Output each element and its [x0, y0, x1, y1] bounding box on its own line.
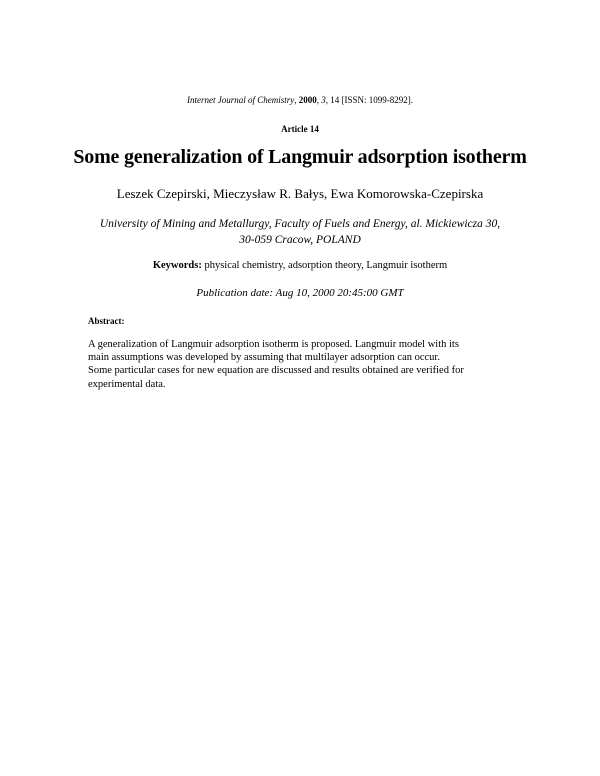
journal-name: Internet Journal of Chemistry	[187, 95, 295, 105]
abstract-line: experimental data.	[88, 378, 166, 390]
affiliation-line-2: 30-059 Cracow, POLAND	[239, 234, 361, 246]
affiliation-line-1: University of Mining and Metallurgy, Faculty of Fuels and Energy, al. Mickiewicza 30,	[99, 218, 501, 230]
abstract-heading: Abstract:	[88, 316, 125, 326]
journal-citation	[0, 95, 600, 105]
abstract-body	[88, 338, 508, 391]
abstract-line: Some particular cases for new equation are discussed and results obtained are verified for	[88, 365, 464, 377]
affiliation	[0, 216, 600, 248]
keywords	[0, 260, 600, 271]
journal-volume: 3	[321, 95, 326, 105]
authors: Leszek Czepirski, Mieczysław R. Bałys, Ewa Komorowska-Czepirska	[116, 186, 484, 201]
abstract-line: A generalization of Langmuir adsorption isotherm is proposed. Langmuir model with its	[88, 339, 459, 350]
article-label: Article 14	[281, 124, 319, 134]
citation-separator: ,	[294, 95, 299, 105]
citation-issue-issn: , 14 [ISSN: 1099-8292].	[325, 95, 413, 105]
keywords-text: physical chemistry, adsorption theory, Langmuir isotherm	[201, 260, 448, 271]
abstract-line: main assumptions was developed by assuming that multilayer adsorption can occur.	[88, 352, 440, 364]
paper-title: Some generalization of Langmuir adsorption isotherm	[73, 146, 527, 168]
journal-year: 2000	[298, 95, 317, 105]
keywords-label: Keywords:	[152, 260, 202, 271]
citation-separator: ,	[316, 95, 322, 105]
publication-date: Publication date: Aug 10, 2000 20:45:00 GMT	[196, 287, 404, 299]
